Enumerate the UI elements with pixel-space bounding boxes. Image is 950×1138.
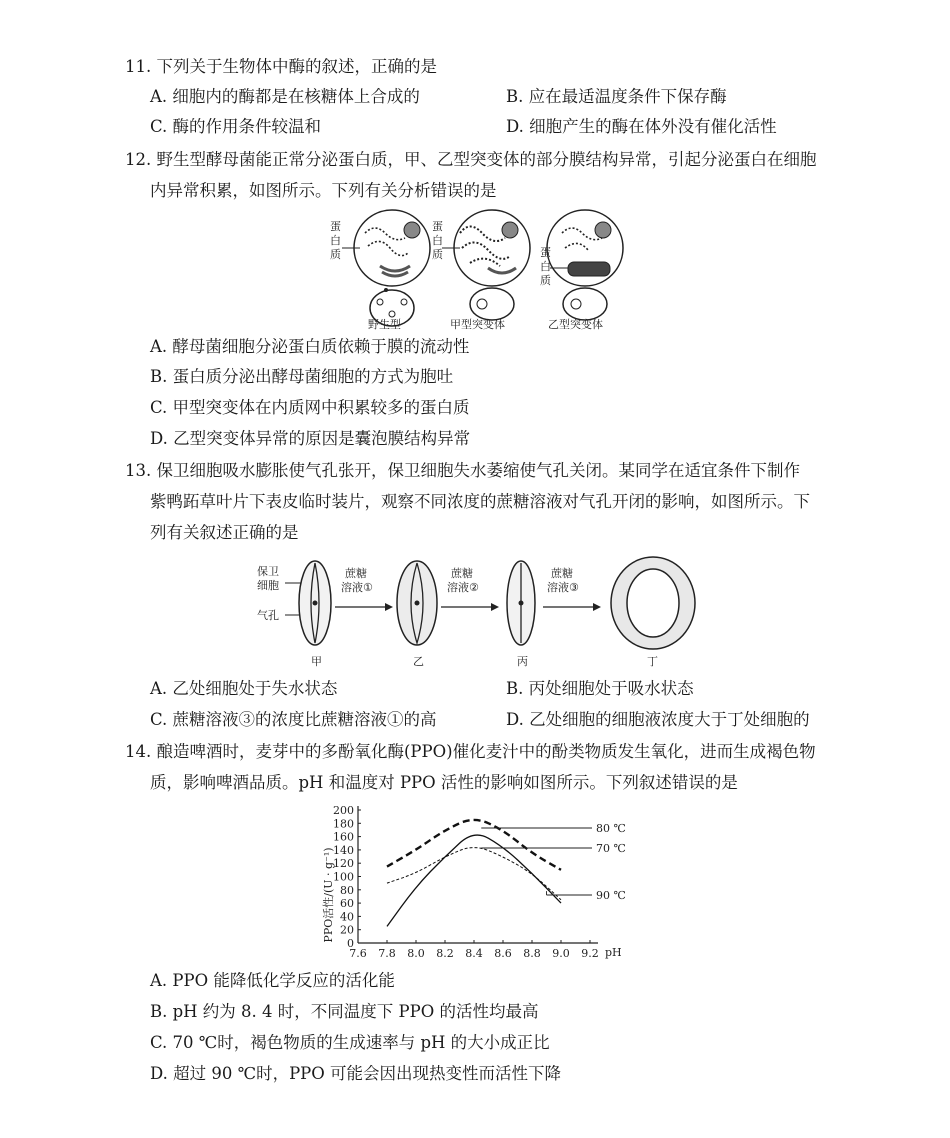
- yeast-mutant-a: [442, 210, 530, 320]
- q11-stem: 11. 下列关于生物体中酶的叙述，正确的是: [125, 57, 437, 76]
- yeast-cell-figure: [320, 208, 630, 333]
- q12-stem-line1: 12. 野生型酵母菌能正常分泌蛋白质，甲、乙型突变体的部分膜结构异常，引起分泌蛋白在细胞: [125, 150, 817, 169]
- q13-caption-jia: 甲: [311, 655, 322, 668]
- chart-legend-label-0: 80 ℃: [596, 822, 626, 835]
- yeast-wild-type: [342, 210, 430, 326]
- q12-protein-label-3-char-3: 质: [540, 274, 551, 287]
- q12-protein-label-2-char-1: 蛋: [432, 220, 443, 233]
- chart-x-tick-label: 8.8: [523, 947, 541, 960]
- q12-protein-label-1-char-1: 蛋: [330, 220, 341, 233]
- q13-option-d: D. 乙处细胞的细胞液浓度大于丁处细胞的: [506, 710, 810, 729]
- q12-stem-line2: 内异常积累，如图所示。下列有关分析错误的是: [150, 181, 497, 200]
- q14-stem-line1: 14. 酿造啤酒时，麦芽中的多酚氧化酶(PPO)催化麦汁中的酚类物质发生氧化，进而生成褐色物: [125, 742, 816, 761]
- q12-option-c: C. 甲型突变体在内质网中积累较多的蛋白质: [150, 398, 470, 417]
- chart-legend-label-2: 90 ℃: [596, 889, 626, 902]
- q13-arrow2-bottom: 溶液②: [447, 581, 479, 594]
- q12-caption-wild: 野生型: [368, 318, 401, 331]
- chart-x-tick-label: 7.8: [378, 947, 396, 960]
- chart-y-tick-label: 200: [333, 804, 354, 817]
- q11-option-a: A. 细胞内的酶都是在核糖体上合成的: [150, 87, 420, 106]
- q13-option-c: C. 蔗糖溶液③的浓度比蔗糖溶液①的高: [150, 710, 437, 729]
- q13-arrow1-top: 蔗糖: [345, 567, 367, 580]
- q14-option-b: B. pH 约为 8. 4 时，不同温度下 PPO 的活性均最高: [150, 1002, 539, 1021]
- ppo-activity-chart: [318, 800, 638, 965]
- q13-stem-line3: 列有关叙述正确的是: [150, 523, 299, 542]
- q13-stem-line1: 13. 保卫细胞吸水膨胀使气孔张开，保卫细胞失水萎缩使气孔关闭。某同学在适宜条件下制作: [125, 461, 800, 480]
- q12-protein-label-1-char-3: 质: [330, 248, 341, 261]
- stoma-jia: [299, 561, 331, 645]
- q14-option-d: D. 超过 90 ℃时，PPO 可能会因出现热变性而活性下降: [150, 1064, 562, 1083]
- chart-x-tick-label: 9.0: [552, 947, 570, 960]
- q14-stem-line2: 质，影响啤酒品质。pH 和温度对 PPO 活性的影响如图所示。下列叙述错误的是: [150, 773, 738, 792]
- q14-option-c: C. 70 ℃时，褐色物质的生成速率与 pH 的大小成正比: [150, 1033, 550, 1052]
- stoma-bing: [507, 561, 535, 645]
- q13-stoma-label: 气孔: [257, 609, 279, 622]
- stoma-yi: [397, 561, 437, 645]
- chart-legend-label-1: 70 ℃: [596, 842, 626, 855]
- chart-y-tick-label: 40: [340, 910, 354, 924]
- q13-caption-bing: 丙: [517, 655, 528, 668]
- q12-caption-mutant-a: 甲型突变体: [450, 318, 505, 331]
- chart-x-tick-label: 8.0: [407, 947, 425, 960]
- q11-option-c: C. 酶的作用条件较温和: [150, 117, 322, 136]
- chart-series-line-0: [387, 820, 561, 870]
- chart-series-line-1: [387, 835, 561, 926]
- chart-y-tick-label: 80: [340, 883, 354, 897]
- q13-caption-ding: 丁: [647, 655, 658, 668]
- stomata-figure: [255, 555, 705, 670]
- q13-caption-yi: 乙: [413, 655, 424, 668]
- chart-x-axis-label: pH: [605, 946, 622, 959]
- q13-arrow3-top: 蔗糖: [551, 567, 573, 580]
- q13-arrow2-top: 蔗糖: [451, 567, 473, 580]
- q12-caption-mutant-b: 乙型突变体: [548, 318, 603, 331]
- chart-x-tick-label: 8.6: [494, 947, 512, 960]
- q12-protein-label-3-char-2: 白: [540, 260, 551, 273]
- chart-y-tick-label: 100: [333, 870, 354, 884]
- q13-guard-label-2: 细胞: [257, 579, 279, 592]
- q11-option-d: D. 细胞产生的酶在体外没有催化活性: [506, 117, 777, 136]
- q13-option-b: B. 丙处细胞处于吸水状态: [506, 679, 694, 698]
- q12-option-d: D. 乙型突变体异常的原因是囊泡膜结构异常: [150, 429, 471, 448]
- q12-protein-label-3-char-1: 蛋: [540, 246, 551, 259]
- q11-option-b: B. 应在最适温度条件下保存酶: [506, 87, 727, 106]
- q12-option-b: B. 蛋白质分泌出酵母菌细胞的方式为胞吐: [150, 367, 454, 386]
- yeast-mutant-b: [547, 210, 623, 320]
- chart-y-tick-label: 60: [340, 897, 354, 911]
- chart-x-tick-label: 8.4: [465, 947, 483, 960]
- chart-y-tick-label: 120: [333, 857, 354, 871]
- q13-stem-line2: 紫鸭跖草叶片下表皮临时装片，观察不同浓度的蔗糖溶液对气孔开闭的影响，如图所示。下: [150, 492, 810, 511]
- chart-x-tick-label: 7.6: [349, 947, 367, 960]
- chart-y-axis-label: PPO活性/(U · g⁻¹): [322, 847, 335, 943]
- chart-x-tick-label: 9.2: [581, 947, 599, 960]
- q12-protein-label-2-char-2: 白: [432, 234, 443, 247]
- q13-guard-label-1: 保卫: [257, 565, 279, 578]
- chart-y-tick-label: 0: [347, 937, 354, 950]
- chart-y-tick-label: 180: [333, 817, 354, 831]
- chart-y-tick-label: 140: [333, 843, 354, 857]
- q13-option-a: A. 乙处细胞处于失水状态: [150, 679, 338, 698]
- chart-y-tick-label: 160: [333, 830, 354, 844]
- q14-option-a: A. PPO 能降低化学反应的活化能: [150, 971, 395, 990]
- stoma-ding: [611, 557, 695, 649]
- q12-option-a: A. 酵母菌细胞分泌蛋白质依赖于膜的流动性: [150, 337, 470, 356]
- q12-protein-label-1-char-2: 白: [330, 234, 341, 247]
- chart-y-tick-label: 20: [340, 923, 354, 937]
- chart-x-tick-label: 8.2: [436, 947, 454, 960]
- q13-arrow3-bottom: 溶液③: [547, 581, 579, 594]
- q13-arrow1-bottom: 溶液①: [341, 581, 373, 594]
- q12-protein-label-2-char-3: 质: [432, 248, 443, 261]
